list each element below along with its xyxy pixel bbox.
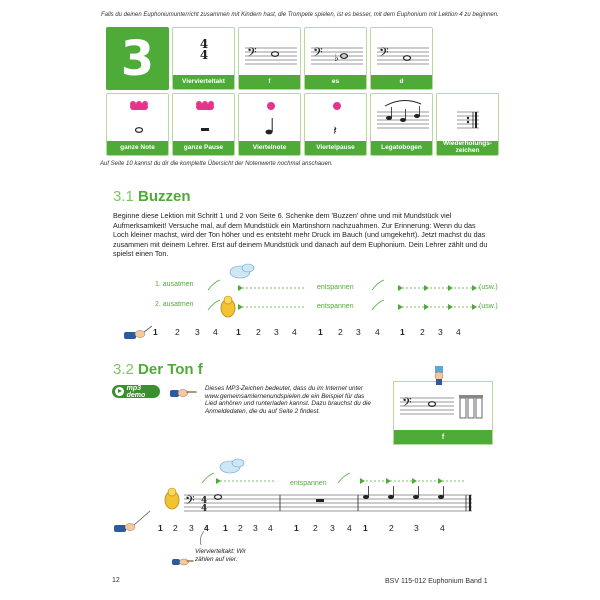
count-beat: 3 — [189, 523, 194, 533]
count-beat: 2 — [238, 523, 243, 533]
note-f-fingering-diagram — [394, 382, 492, 432]
pointing-hand-icon — [170, 386, 198, 400]
count-beat: 1 — [318, 327, 323, 337]
card-note-d — [370, 27, 433, 90]
count-beat: 4 — [292, 327, 297, 337]
count-beat: 4 — [204, 523, 209, 533]
count-beat: 4 — [213, 327, 218, 337]
overview-caption: Auf Seite 10 kannst du dir die komplette Übersicht der Notenwerte nochmal anschauen. — [100, 161, 333, 167]
quarter-note-icon — [239, 94, 301, 144]
svg-text:4: 4 — [201, 504, 208, 514]
count-beat: 2 — [313, 523, 318, 533]
count-beat: 4 — [440, 523, 445, 533]
time-signature-icon — [173, 28, 235, 78]
page-number: 12 — [112, 577, 120, 584]
card-label: Viervierteltakt — [173, 75, 234, 89]
count-beat: 3 — [253, 523, 258, 533]
card-label: Legatobogen — [371, 141, 432, 155]
row2-label: 2. ausatmen — [155, 301, 194, 308]
card-whole-note — [106, 93, 169, 156]
section-number: 3.1 — [113, 188, 134, 205]
count-beat: 4 — [268, 523, 273, 533]
count-beat: 3 — [195, 327, 200, 337]
card-note-es — [304, 27, 367, 90]
mp3-explanation: Dieses MP3-Zeichen bedeutet, dass du im Internet unter www.gemeinsamlernenundspielen.de ein Beispiel für das Lied anhören und runterladen kannst. Dazu brauchst du die Anmeldedaten, die du auf Seite 2 findest. — [205, 385, 371, 415]
card-time-signature — [172, 27, 235, 90]
svg-text:𝄢: 𝄢 — [313, 45, 323, 63]
count-beat: 4 — [456, 327, 461, 337]
conductor-hand-icon — [114, 511, 150, 532]
count-beat: 1 — [363, 523, 368, 533]
count-beat: 1 — [153, 327, 158, 337]
card-label: d — [371, 75, 432, 89]
count-beat: 2 — [420, 327, 425, 337]
card-label: Wiederholungs-zeichen — [437, 141, 498, 155]
relax-label-2: entspannen — [317, 303, 354, 310]
valve-icon — [459, 395, 483, 418]
count-beat: 3 — [356, 327, 361, 337]
slur-icon — [371, 94, 433, 144]
count-beat: 1 — [158, 523, 163, 533]
card-label: Viertelnote — [239, 141, 300, 155]
count-beat: 2 — [256, 327, 261, 337]
section-title-buzzen — [113, 188, 191, 205]
bass-clef-icon — [371, 28, 433, 78]
svg-text:4: 4 — [201, 496, 208, 506]
mp3-demo-badge[interactable] — [112, 385, 160, 398]
cloud-icon — [220, 459, 244, 473]
note-f-label: f — [394, 430, 492, 444]
euphonium-icon — [221, 296, 235, 317]
count-beat: 2 — [389, 523, 394, 533]
card-label: f — [239, 75, 300, 89]
count-beat: 2 — [175, 327, 180, 337]
count-beat: 1 — [223, 523, 228, 533]
svg-text:♭: ♭ — [334, 53, 339, 64]
conductor-hand-icon — [124, 326, 152, 339]
svg-text:𝄢: 𝄢 — [185, 493, 195, 511]
lesson-number: 3 — [120, 31, 155, 87]
section-title-text: Buzzen — [138, 188, 191, 205]
book-reference: BSV 115-012 Euphonium Band 1 — [385, 578, 488, 585]
card-quarter-note — [238, 93, 301, 156]
section-number: 3.2 — [113, 361, 134, 378]
count-beat: 2 — [173, 523, 178, 533]
whole-rest-icon — [173, 94, 235, 144]
hand-up-icon — [430, 366, 448, 386]
card-whole-rest — [172, 93, 235, 156]
count-beat: 1 — [236, 327, 241, 337]
note-f-card — [393, 381, 493, 445]
repeat-sign-icon — [437, 94, 499, 144]
ton-f-exercise-staff — [110, 455, 490, 545]
play-icon — [115, 387, 124, 396]
relax-label-3: entspannen — [290, 480, 327, 487]
lesson-number-card — [106, 27, 169, 90]
svg-text:𝄽: 𝄽 — [333, 124, 337, 139]
section-title-ton-f — [113, 361, 203, 378]
count-beat: 1 — [294, 523, 299, 533]
cloud-icon — [230, 264, 254, 278]
bass-clef-icon — [239, 28, 301, 78]
card-label: ganze Note — [107, 141, 168, 155]
count-beat: 3 — [274, 327, 279, 337]
section-title-text: Der Ton f — [138, 361, 203, 378]
time-sig-bottom: 4 — [199, 48, 209, 62]
relax-label-1: entspannen — [317, 284, 354, 291]
count-beat: 4 — [347, 523, 352, 533]
time-sig-top: 4 — [199, 37, 209, 51]
count-beat: 3 — [414, 523, 419, 533]
bass-clef-icon — [305, 28, 367, 78]
quarter-rest-icon — [305, 94, 367, 144]
svg-text:𝄢: 𝄢 — [402, 395, 412, 413]
svg-text:𝄢: 𝄢 — [379, 45, 389, 63]
usw-label-1: (usw.) — [479, 284, 498, 291]
card-label: ganze Pause — [173, 141, 234, 155]
card-label: Viertelpause — [305, 141, 366, 155]
mp3-demo-label: mp3 demo — [126, 384, 146, 399]
row1-label: 1. ausatmen — [155, 281, 194, 288]
intro-note: Falls du deinen Euphoniumunterricht zusammen mit Kindern hast, die Trompete spielen, ist es besser, mit dem Euphonium mit Lektion 4 zu beginnen. — [101, 12, 499, 18]
pointing-hand-icon — [172, 556, 194, 568]
count-beat: 2 — [338, 327, 343, 337]
card-label: es — [305, 75, 366, 89]
time-signature-note: Viervierteltakt: Wir zählen auf vier. — [195, 548, 246, 563]
buzzen-paragraph: Beginne diese Lektion mit Schritt 1 und 2 von Seite 6. Schenke dem 'Buzzen' ohne und mit Mundstück viel Aufmerksamkeit! Versuche mal, auf dem Mundstück ein Martinshorn nachzuahmen. Zur Erinnerung: Wenn du das Loch kleiner machst, wird der Ton höher und es entsteht mehr Druck im Bauch (und umgekehrt). Jetzt machst du das zusammen mit deinem Lehrer. Erst auf deinem Mundstück und danach auf dem Euphonium. Dein Lehrer zählt und du spielst einen Ton. — [113, 211, 488, 259]
count-beat: 3 — [330, 523, 335, 533]
svg-text:𝄢: 𝄢 — [247, 45, 257, 63]
card-repeat-sign — [436, 93, 499, 156]
card-note-f — [238, 27, 301, 90]
usw-label-2: (usw.) — [479, 303, 498, 310]
count-beat: 3 — [438, 327, 443, 337]
count-beat: 1 — [400, 327, 405, 337]
euphonium-icon — [165, 488, 179, 509]
whole-note-icon — [107, 94, 169, 144]
count-beat: 4 — [375, 327, 380, 337]
card-slur — [370, 93, 433, 156]
card-quarter-rest — [304, 93, 367, 156]
